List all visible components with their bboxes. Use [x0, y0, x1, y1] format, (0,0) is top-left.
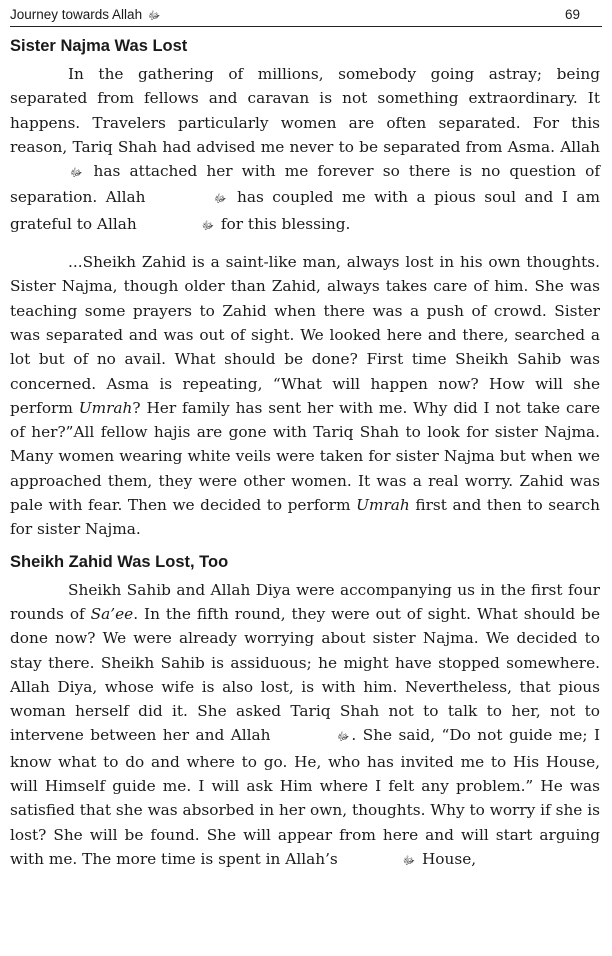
paragraph: [10, 62, 600, 238]
italic-term: Sa’ee: [90, 604, 134, 623]
honorific-symbol: ﷻ: [70, 166, 83, 180]
honorific-symbol: ﷻ: [147, 9, 161, 22]
text-run: Sheikh Sahib and Allah Diya were accompanying us in the first four rounds of: [10, 580, 600, 623]
text-run: has coupled me with a pious soul and I am grateful to Allah: [10, 188, 600, 233]
text-run: In the gathering of millions, somebody going astray; being separated from fellows and caravan is not something extraordinary. It happens. Travelers particularly women are often separated. For this reason, Tariq Shah had advised me never to be separated from Asma. Allah: [10, 65, 600, 156]
paragraph: [10, 250, 600, 542]
paragraph: [10, 578, 600, 874]
text-run: for this blessing.: [220, 214, 351, 233]
book-title-text: Journey towards Allah: [10, 7, 143, 22]
book-title: [10, 7, 162, 25]
text-run: first and then to search for sister Najma.: [10, 496, 600, 539]
italic-term: Umrah: [356, 496, 410, 515]
text-run: ? Her family has sent her with me. Why did I not take care of her?”All fellow hajis are gone with Tariq Shah to look for sister Najma. Many women wearing white veils were taken for sister Najma but when we approached them, they were other women. It was a real worry. Zahid was pale with fear. Then we decided to perform: [10, 398, 600, 515]
text-run: ...Sheikh Zahid is a saint-like man, always lost in his own thoughts. Sister Najma, though older than Zahid, always takes care of him. She was teaching some prayers to Zahid when there was a push of crowd. Sister was separated and was out of sight. We looked here and there, searched a lot but of no avail. What should be done? First time Sheikh Sahib was concerned. Asma is repeating, “What will happen now? How will she perform: [10, 253, 600, 417]
italic-term: Umrah: [78, 398, 133, 417]
honorific-symbol: ﷻ: [336, 730, 350, 744]
page-number: 69: [564, 7, 580, 22]
honorific-symbol: ﷻ: [402, 853, 416, 867]
honorific-symbol: ﷻ: [201, 218, 215, 232]
text-run: has attached her with me forever so there is no question of separation. Allah: [10, 162, 600, 207]
honorific-symbol: ﷻ: [214, 192, 227, 206]
text-run: . In the fifth round, they were out of sight. What should be done now? We were already worrying about sister Najma. We decided to stay there. Sheikh Sahib is assiduous; he might have stopped somewhere. Allah Diya, whose wife is also lost, is with him. Nevertheless, that pious woman herself did it. She asked Tariq Shah not to talk to her, not to intervene between her and Allah: [10, 604, 600, 745]
section-heading-sister-najma: Sister Najma Was Lost: [10, 37, 188, 55]
text-run: . She said, “Do not guide me; I know what to do and where to go. He, who has invited me to His House, will Himself guide me. I will ask Him where I felt any problem.” He was satisfied that she was absorbed in her own, thoughts. Why to worry if she is lost? She will be found. She will appear from here and will start arguing with me. The more time is spent in Allah’s: [10, 726, 600, 868]
page-content: [10, 34, 600, 873]
section-heading-sheikh-zahid: Sheikh Zahid Was Lost, Too: [10, 552, 229, 571]
running-header: [10, 4, 602, 27]
text-run: House,: [421, 849, 477, 868]
